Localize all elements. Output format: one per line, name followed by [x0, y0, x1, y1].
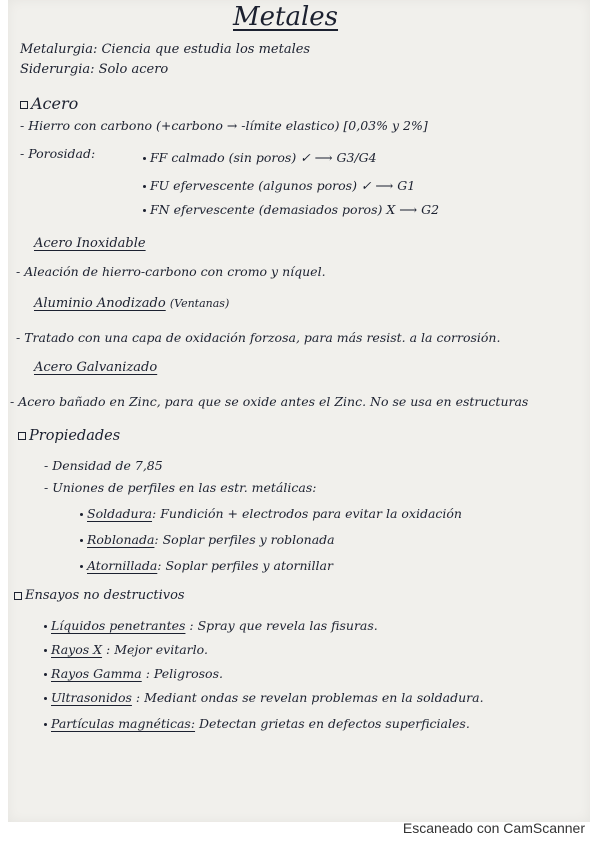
- anodizado-heading: Aluminio Anodizado (Ventanas): [34, 296, 230, 311]
- siderurgia-line: Siderurgia: Solo acero: [20, 62, 169, 77]
- list-item-soldadura: Soldadura: Fundición + electrodos para evitar la oxidación: [80, 506, 462, 521]
- list-item-liquidos: Líquidos penetrantes : Spray que revela las fisuras.: [44, 618, 378, 633]
- porosidad-fu: FU efervescente (algunos poros) ✓ ⟶ G1: [143, 178, 415, 193]
- porosidad-ff: FF calmado (sin poros) ✓ ⟶ G3/G4: [143, 150, 377, 165]
- galvanizado-line: - Acero bañado en Zinc, para que se oxide antes el Zinc. No se usa en estructuras: [10, 394, 529, 409]
- bullet-icon: [44, 649, 47, 652]
- checkbox-icon: [14, 592, 22, 600]
- checkbox-icon: [18, 432, 26, 440]
- porosidad-label: - Porosidad:: [20, 146, 96, 161]
- acero-line: - Hierro con carbono (+carbono → -límite elastico) [0,03% y 2%]: [20, 118, 428, 133]
- bullet-icon: [44, 697, 47, 700]
- acero-heading: Acero: [20, 94, 78, 113]
- checkbox-icon: [20, 101, 28, 109]
- bullet-icon: [143, 157, 146, 160]
- bullet-icon: [80, 539, 83, 542]
- bullet-icon: [80, 513, 83, 516]
- anodizado-line: - Tratado con una capa de oxidación forzosa, para más resist. a la corrosión.: [16, 330, 501, 345]
- bullet-icon: [80, 565, 83, 568]
- bullet-icon: [143, 209, 146, 212]
- list-item-rayos-x: Rayos X : Mejor evitarlo.: [44, 642, 208, 657]
- propiedades-heading: Propiedades: [18, 428, 120, 444]
- scanner-watermark: Escaneado con CamScanner: [402, 820, 585, 836]
- bullet-icon: [44, 723, 47, 726]
- densidad-line: - Densidad de 7,85: [44, 458, 163, 473]
- bullet-icon: [44, 625, 47, 628]
- list-item-ultrasonidos: Ultrasonidos : Mediant ondas se revelan problemas en la soldadura.: [44, 690, 484, 705]
- bullet-icon: [44, 673, 47, 676]
- page-title: Metales: [233, 2, 339, 32]
- bullet-icon: [143, 185, 146, 188]
- metalurgia-line: Metalurgia: Ciencia que estudia los metales: [20, 42, 311, 57]
- list-item-roblonada: Roblonada: Soplar perfiles y roblonada: [80, 532, 335, 547]
- list-item-atornillada: Atornillada: Soplar perfiles y atornillar: [80, 558, 333, 573]
- scanned-page: [8, 0, 590, 822]
- list-item-particulas: Partículas magnéticas: Detectan grietas en defectos superficiales.: [44, 716, 470, 731]
- galvanizado-heading: Acero Galvanizado: [34, 360, 158, 375]
- ensayos-heading: Ensayos no destructivos: [14, 588, 185, 603]
- uniones-line: - Uniones de perfiles en las estr. metálicas:: [44, 480, 317, 495]
- porosidad-fn: FN efervescente (demasiados poros) X ⟶ G2: [143, 202, 439, 217]
- list-item-rayos-gamma: Rayos Gamma : Peligrosos.: [44, 666, 223, 681]
- inoxidable-heading: Acero Inoxidable: [34, 236, 146, 251]
- inoxidable-line: - Aleación de hierro-carbono con cromo y níquel.: [16, 264, 326, 279]
